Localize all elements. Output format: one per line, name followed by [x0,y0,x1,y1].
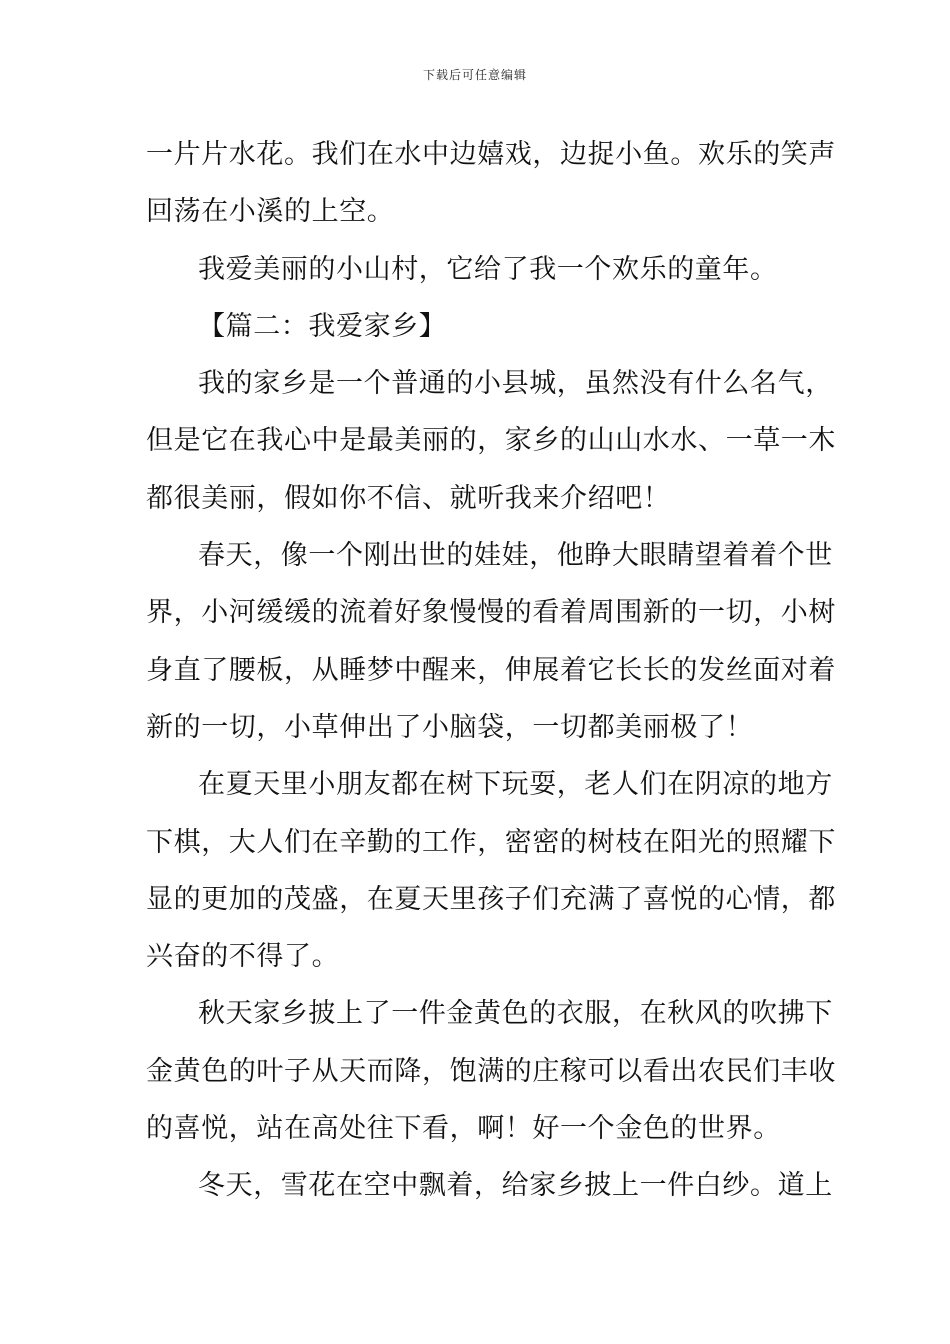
text-line-9: 界，小河缓缓的流着好象慢慢的看着周围新的一切，小树 [146,597,836,629]
text-line-5: 我的家乡是一个普通的小县城，虽然没有什么名气， [198,368,833,400]
text-line-19: 冬天，雪花在空中飘着，给家乡披上一件白纱。道上 [198,1170,833,1202]
text-line-15: 兴奋的不得了。 [146,941,340,973]
document-body [146,126,836,1215]
text-line-17: 金黄色的叶子从天而降，饱满的庄稼可以看出农民们丰收 [146,1055,836,1087]
text-line-7: 都很美丽，假如你不信、就听我来介绍吧！ [146,482,671,514]
text-line-14: 显的更加的茂盛，在夏天里孩子们充满了喜悦的心情，都 [146,883,836,915]
text-line-18: 的喜悦，站在高处往下看，啊！好一个金色的世界。 [146,1113,781,1145]
section-heading: 【篇二：我爱家乡】 [198,310,447,342]
text-line-11: 新的一切，小草伸出了小脑袋，一切都美丽极了！ [146,711,754,743]
text-line-8: 春天，像一个刚出世的娃娃，他睁大眼睛望着着个世 [198,540,833,572]
text-line-2: 回荡在小溪的上空。 [146,196,395,228]
text-line-13: 下棋，大人们在辛勤的工作，密密的树枝在阳光的照耀下 [146,826,836,858]
text-line-6: 但是它在我心中是最美丽的，家乡的山山水水、一草一木 [146,425,836,457]
text-line-12: 在夏天里小朋友都在树下玩耍，老人们在阴凉的地方 [198,769,833,801]
text-line-1: 一片片水花。我们在水中边嬉戏，边捉小鱼。欢乐的笑声 [146,139,836,170]
text-line-10: 身直了腰板，从睡梦中醒来，伸展着它长长的发丝面对着 [146,654,836,686]
text-line-16: 秋天家乡披上了一件金黄色的衣服，在秋风的吹拂下 [198,998,833,1030]
text-line-3: 我爱美丽的小山村，它给了我一个欢乐的童年。 [198,253,778,285]
page-header: 下载后可任意编辑 [422,68,527,82]
